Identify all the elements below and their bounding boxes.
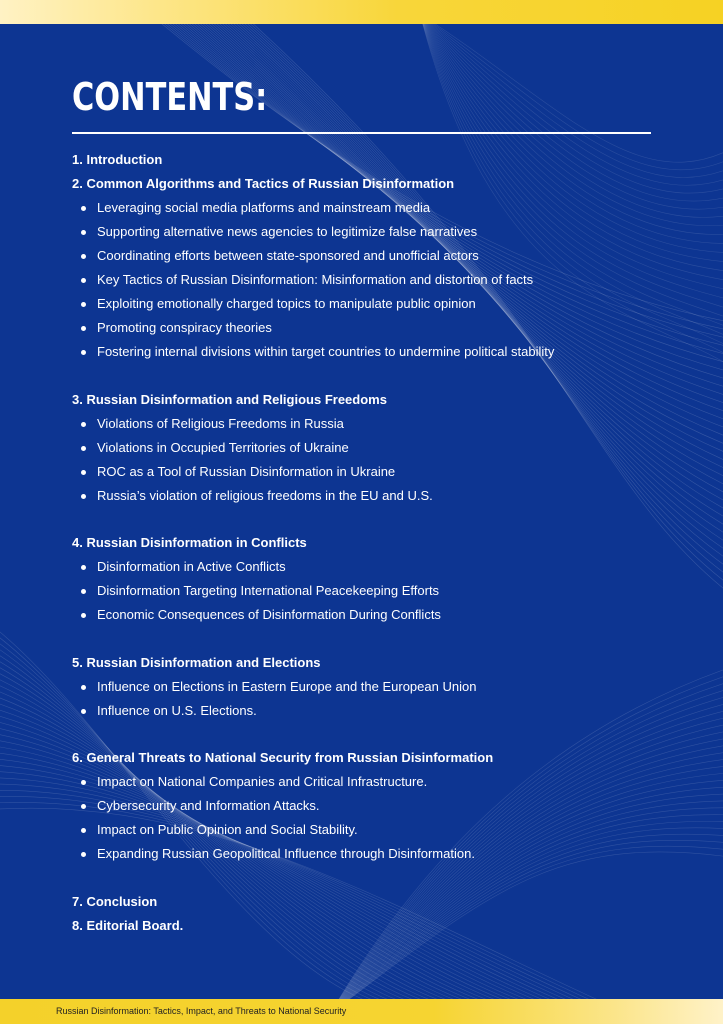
section-spacer [72, 364, 672, 388]
toc-item-label: Expanding Russian Geopolitical Influence through Disinformation. [97, 846, 475, 861]
toc-item[interactable] [72, 436, 672, 460]
bullet-dot-icon [81, 446, 86, 451]
table-of-contents [72, 148, 672, 938]
toc-section-heading[interactable]: 6. General Threats to National Security from Russian Disinformation [72, 750, 494, 765]
top-accent-band [0, 0, 723, 24]
bullet-dot-icon [81, 828, 86, 833]
bullet-dot-icon [81, 350, 86, 355]
toc-item-label: ROC as a Tool of Russian Disinformation in Ukraine [97, 463, 396, 479]
toc-item[interactable] [72, 196, 672, 220]
toc-item-label: Coordinating efforts between state-sponsored and unofficial actors [97, 248, 479, 263]
toc-item-label: Supporting alternative news agencies to legitimize false narratives [97, 224, 478, 239]
toc-item[interactable] [72, 340, 672, 364]
bullet-dot-icon [81, 494, 86, 499]
section-spacer [72, 627, 672, 651]
bullet-dot-icon [81, 278, 86, 283]
toc-section-heading[interactable]: 4. Russian Disinformation in Conflicts [72, 535, 307, 550]
toc-item[interactable] [72, 842, 672, 866]
toc-item-label: Cybersecurity and Information Attacks. [97, 798, 320, 813]
toc-item-label: Impact on National Companies and Critical Infrastructure. [97, 774, 428, 789]
toc-item[interactable] [72, 412, 672, 436]
toc-item[interactable] [72, 484, 672, 508]
bullet-dot-icon [81, 589, 86, 594]
toc-item[interactable] [72, 675, 672, 699]
toc-item-label: Influence on U.S. Elections. [97, 702, 257, 718]
section-spacer [72, 723, 672, 747]
bullet-dot-icon [81, 326, 86, 331]
section-spacer [72, 866, 672, 890]
toc-item-label: Disinformation in Active Conflicts [97, 559, 286, 574]
toc-item[interactable] [72, 818, 672, 842]
toc-item-label: Russia’s violation of religious freedoms in the EU and U.S. [97, 487, 433, 503]
toc-item[interactable] [72, 292, 672, 316]
toc-item[interactable] [72, 603, 672, 627]
bullet-dot-icon [81, 470, 86, 475]
toc-item-label: Violations of Religious Freedoms in Russia [97, 415, 344, 431]
toc-item-label: Impact on Public Opinion and Social Stability. [97, 822, 358, 837]
bullet-dot-icon [81, 302, 86, 307]
toc-item[interactable] [72, 555, 672, 579]
toc-item-label: Economic Consequences of Disinformation During Conflicts [97, 607, 441, 622]
bullet-dot-icon [81, 709, 86, 714]
toc-item[interactable] [72, 244, 672, 268]
toc-item-label: Fostering internal divisions within target countries to undermine political stability [97, 344, 555, 359]
toc-item-label: Promoting conspiracy theories [97, 320, 272, 335]
toc-item[interactable] [72, 220, 672, 244]
bullet-dot-icon [81, 254, 86, 259]
toc-item-label: Key Tactics of Russian Disinformation: Misinformation and distortion of facts [97, 272, 534, 287]
toc-section-heading[interactable]: 1. Introduction [72, 152, 163, 167]
title-divider [72, 132, 651, 134]
toc-item[interactable] [72, 770, 672, 794]
toc-item-label: Influence on Elections in Eastern Europe and the European Union [97, 678, 477, 694]
toc-section-heading[interactable]: 5. Russian Disinformation and Elections [72, 654, 321, 670]
bullet-dot-icon [81, 565, 86, 570]
toc-item-label: Exploiting emotionally charged topics to manipulate public opinion [97, 296, 476, 311]
bullet-dot-icon [81, 613, 86, 618]
toc-section-heading[interactable]: 7. Conclusion [72, 893, 158, 909]
toc-section-heading[interactable]: 2. Common Algorithms and Tactics of Russian Disinformation [72, 176, 455, 191]
bullet-dot-icon [81, 852, 86, 857]
bullet-dot-icon [81, 780, 86, 785]
toc-section-heading[interactable]: 3. Russian Disinformation and Religious Freedoms [72, 391, 387, 407]
bullet-dot-icon [81, 422, 86, 427]
page-title: CONTENTS: [72, 75, 268, 119]
toc-item[interactable] [72, 316, 672, 340]
toc-item-label: Violations in Occupied Territories of Ukraine [97, 439, 349, 455]
bullet-dot-icon [81, 206, 86, 211]
toc-item[interactable] [72, 268, 672, 292]
bullet-dot-icon [81, 685, 86, 690]
toc-section-heading[interactable]: 8. Editorial Board. [72, 917, 184, 933]
toc-item-label: Leveraging social media platforms and mainstream media [97, 200, 431, 215]
section-spacer [72, 508, 672, 532]
toc-item[interactable] [72, 699, 672, 723]
toc-item[interactable] [72, 794, 672, 818]
toc-item[interactable] [72, 579, 672, 603]
toc-item[interactable] [72, 460, 672, 484]
bullet-dot-icon [81, 230, 86, 235]
bullet-dot-icon [81, 804, 86, 809]
toc-item-label: Disinformation Targeting International Peacekeeping Efforts [97, 583, 440, 598]
footer-title: Russian Disinformation: Tactics, Impact, and Threats to National Security [56, 1006, 347, 1016]
